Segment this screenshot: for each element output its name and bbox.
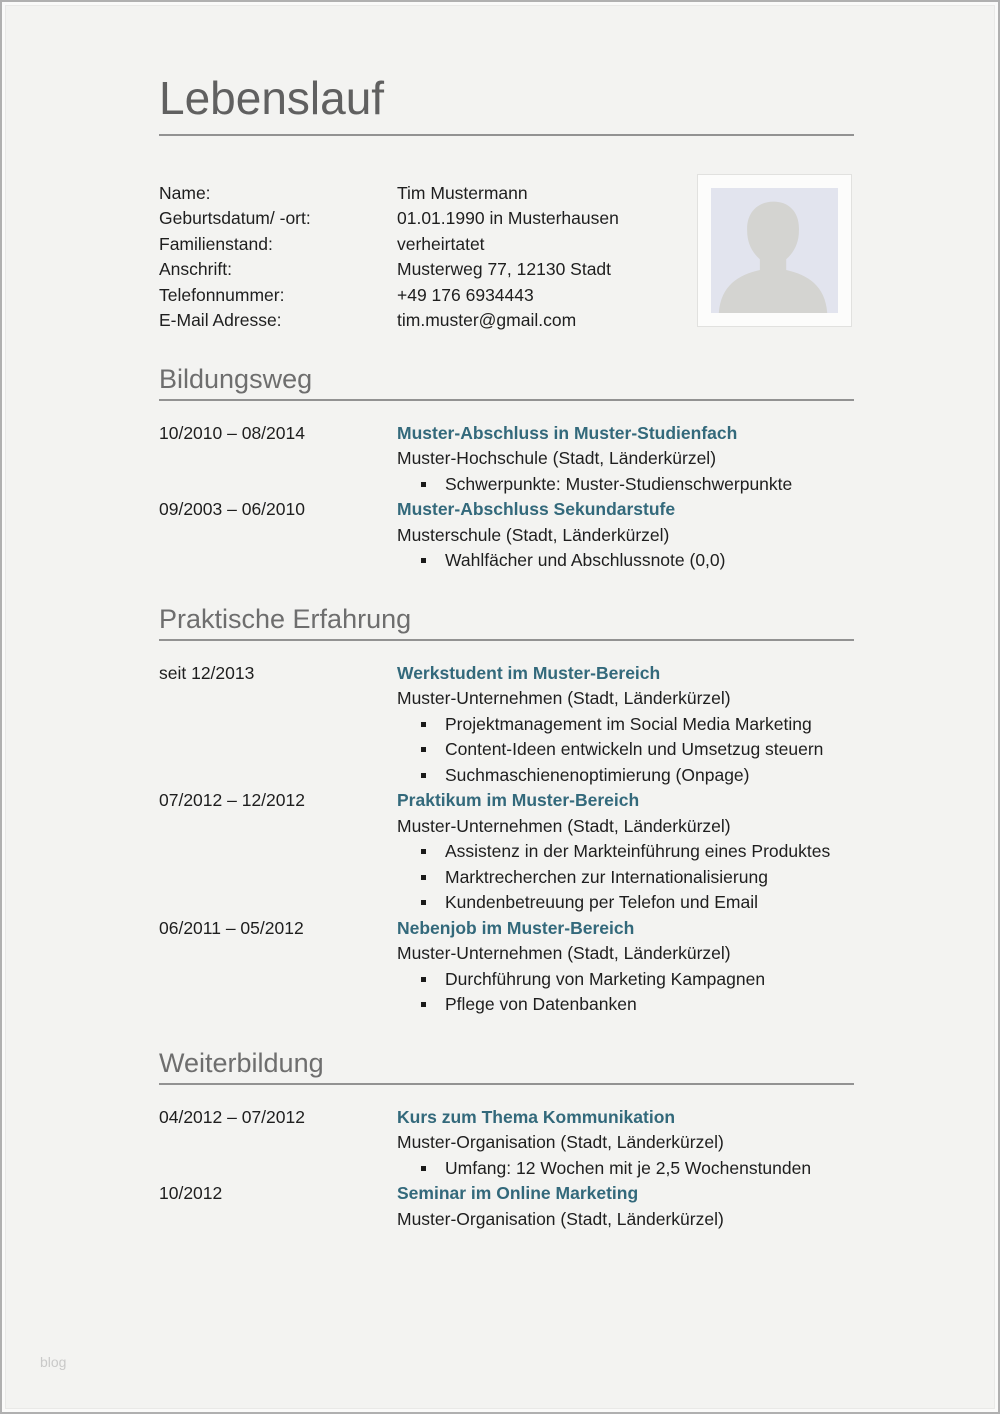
entry-body [397,916,854,1018]
section-heading: Bildungsweg [159,363,313,394]
entry-date: 09/2003 – 06/2010 [159,499,305,520]
watermark-text: blog [40,1354,67,1370]
bullet-item: Wahlfächer und Abschlussnote (0,0) [397,548,854,574]
info-value: Tim Mustermann [397,182,528,203]
info-value: verheirtatet [397,233,485,254]
person-silhouette-icon [711,188,838,313]
entry-body [397,788,854,916]
entry-title: Seminar im Online Marketing [397,1183,639,1204]
info-label: Familienstand: [159,233,273,254]
cv-entry [159,1181,854,1232]
entry-title: Nebenjob im Muster-Bereich [397,917,635,938]
info-label: Telefonnummer: [159,284,285,305]
entry-bullets [397,1156,854,1182]
entry-date: 04/2012 – 07/2012 [159,1106,305,1127]
entry-title: Praktikum im Muster-Bereich [397,790,640,811]
info-label: Geburtsdatum/ -ort: [159,208,311,229]
section-entries [159,421,854,574]
entry-bullets [397,967,854,1018]
entry-subtitle: Musterschule (Stadt, Länderkürzel) [397,524,670,545]
info-label: Name: [159,182,211,203]
bullet-item: Projektmanagement im Social Media Marketing [397,712,854,738]
entry-bullets [397,839,854,916]
section-entries [159,661,854,1018]
entry-bullets [397,548,854,574]
entry-bullets [397,472,854,498]
entry-title: Muster-Abschluss Sekundarstufe [397,499,676,520]
entry-body [397,1181,854,1232]
cv-entry [159,661,854,789]
bullet-item: Durchführung von Marketing Kampagnen [397,967,854,993]
section-entries [159,1105,854,1233]
section-rule [159,639,854,641]
photo-background [711,188,838,313]
entry-date: 10/2012 [159,1183,223,1204]
photo-placeholder [697,174,852,327]
bullet-item: Kundenbetreuung per Telefon und Email [397,890,854,916]
section-heading: Weiterbildung [159,1047,324,1078]
entry-body [397,661,854,789]
entry-subtitle: Muster-Organisation (Stadt, Länderkürzel) [397,1208,724,1229]
section-bildungsweg [159,363,854,574]
info-label: Anschrift: [159,259,232,280]
entry-body [397,497,854,574]
bullet-item: Pflege von Datenbanken [397,992,854,1018]
entry-subtitle: Muster-Unternehmen (Stadt, Länderkürzel) [397,943,731,964]
info-label: E-Mail Adresse: [159,310,282,331]
entry-body [397,1105,854,1182]
entry-subtitle: Muster-Unternehmen (Stadt, Länderkürzel) [397,815,731,836]
section-rule [159,1083,854,1085]
entry-bullets [397,712,854,789]
bullet-item: Content-Ideen entwickeln und Umsetzug steuern [397,737,854,763]
bullet-item: Umfang: 12 Wochen mit je 2,5 Wochenstunden [397,1156,854,1182]
cv-entry [159,1105,854,1182]
entry-body [397,421,854,498]
title-rule [159,134,854,136]
info-value: 01.01.1990 in Musterhausen [397,208,619,229]
bullet-item: Schwerpunkte: Muster-Studienschwerpunkte [397,472,854,498]
entry-date: seit 12/2013 [159,662,255,683]
page-title: Lebenslauf [159,72,385,124]
section-praktische-erfahrung [159,603,854,1018]
section-heading: Praktische Erfahrung [159,603,412,634]
entry-title: Kurs zum Thema Kommunikation [397,1106,676,1127]
entry-date: 06/2011 – 05/2012 [159,917,304,938]
bullet-item: Marktrecherchen zur Internationalisierung [397,865,854,891]
bullet-item: Suchmaschienenoptimierung (Onpage) [397,763,854,789]
entry-subtitle: Muster-Hochschule (Stadt, Länderkürzel) [397,448,717,469]
entry-subtitle: Muster-Organisation (Stadt, Länderkürzel) [397,1132,724,1153]
section-rule [159,399,854,401]
entry-title: Muster-Abschluss in Muster-Studienfach [397,422,738,443]
section-weiterbildung [159,1047,854,1233]
cv-entry [159,916,854,1018]
info-value: +49 176 6934443 [397,284,534,305]
info-value: tim.muster@gmail.com [397,310,577,331]
cv-entry [159,788,854,916]
entry-date: 07/2012 – 12/2012 [159,790,305,811]
cv-entry [159,421,854,498]
entry-date: 10/2010 – 08/2014 [159,422,305,443]
entry-title: Werkstudent im Muster-Bereich [397,662,661,683]
entry-subtitle: Muster-Unternehmen (Stadt, Länderkürzel) [397,688,731,709]
info-value: Musterweg 77, 12130 Stadt [397,259,612,280]
bullet-item: Assistenz in der Markteinführung eines Produktes [397,839,854,865]
cv-entry [159,497,854,574]
